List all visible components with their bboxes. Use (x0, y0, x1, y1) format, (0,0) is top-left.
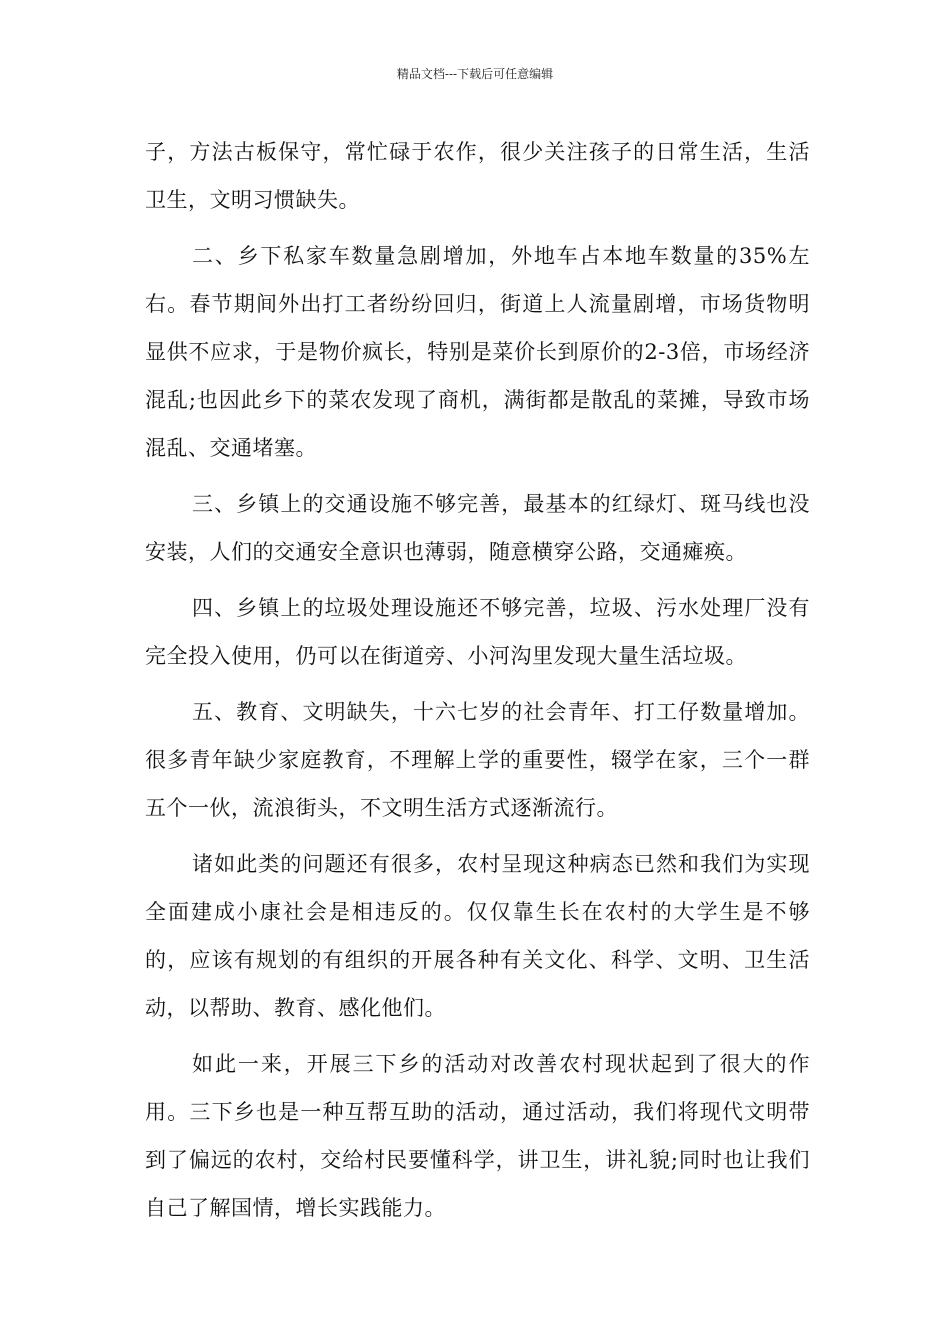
paragraph-item-five: 五、教育、文明缺失，十六七岁的社会青年、打工仔数量增加。很多青年缺少家庭教育，不理解上学的重要性，辍学在家，三个一群五个一伙，流浪街头，不文明生活方式逐渐流行。 (145, 700, 810, 820)
paragraph-summary: 诸如此类的问题还有很多，农村呈现这种病态已然和我们为实现全面建成小康社会是相违反的。仅仅靠生长在农村的大学生是不够的，应该有规划的有组织的开展各种有关文化、科学、文明、卫生活动，以帮助、教育、感化他们。 (145, 852, 810, 1020)
paragraph-item-three: 三、乡镇上的交通设施不够完善，最基本的红绿灯、斑马线也没安装，人们的交通安全意识也薄弱，随意横穿公路，交通瘫痪。 (145, 492, 810, 564)
paragraph-continuation: 子，方法古板保守，常忙碌于农作，很少关注孩子的日常生活，生活卫生，文明习惯缺失。 (145, 140, 810, 212)
document-body (145, 128, 810, 1240)
paragraph-item-two: 二、乡下私家车数量急剧增加，外地车占本地车数量的35%左右。春节期间外出打工者纷纷回归，街道上人流量剧增，市场货物明显供不应求，于是物价疯长，特别是菜价长到原价的2-3倍，市场经济混乱;也因此乡下的菜农发现了商机，满街都是散乱的菜摊，导致市场混乱、交通堵塞。 (145, 244, 810, 460)
paragraph-conclusion: 如此一来，开展三下乡的活动对改善农村现状起到了很大的作用。三下乡也是一种互帮互助的活动，通过活动，我们将现代文明带到了偏远的农村，交给村民要懂科学，讲卫生，讲礼貌;同时也让我们自己了解国情，增长实践能力。 (145, 1052, 810, 1220)
page-header: 精品文档---下载后可任意编辑 (396, 67, 554, 81)
paragraph-item-four: 四、乡镇上的垃圾处理设施还不够完善，垃圾、污水处理厂没有完全投入使用，仍可以在街道旁、小河沟里发现大量生活垃圾。 (145, 596, 810, 668)
